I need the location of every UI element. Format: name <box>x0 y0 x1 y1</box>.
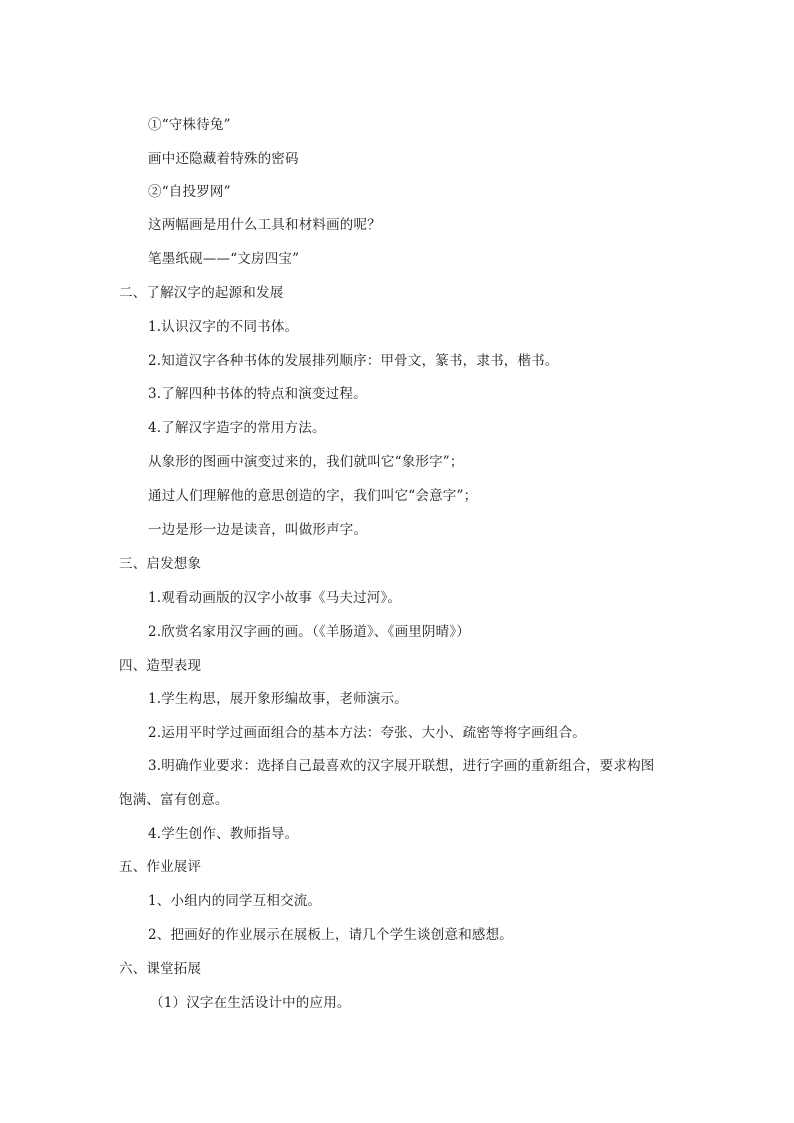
section-heading: 三、启发想象 <box>119 556 202 572</box>
section-heading: 六、课堂拓展 <box>119 961 202 977</box>
text-line: 2.运用平时学过画面组合的基本方法：夸张、大小、疏密等将字画组合。 <box>148 725 586 741</box>
section-heading: 四、造型表现 <box>119 658 202 674</box>
text-line: 3.明确作业要求：选择自己最喜欢的汉字展开联想，进行字画的重新组合，要求构图 <box>148 758 655 774</box>
section-heading: 二、了解汉字的起源和发展 <box>119 285 284 301</box>
text-line: 从象形的图画中演变过来的，我们就叫它“象形字”； <box>148 454 464 470</box>
text-line: 这两幅画是用什么工具和材料画的呢？ <box>148 217 381 233</box>
text-line: 2、把画好的作业展示在展板上，请几个学生谈创意和感想。 <box>148 927 513 943</box>
text-line: （1）汉字在生活设计中的应用。 <box>150 995 351 1011</box>
text-line: 画中还隐藏着特殊的密码 <box>148 151 299 167</box>
section-heading: 五、作业展评 <box>119 859 202 875</box>
text-line: 1、小组内的同学互相交流。 <box>148 893 322 909</box>
text-line: 1.观看动画版的汉字小故事《马夫过河》。 <box>148 590 402 606</box>
text-line: ②“自投罗网” <box>148 184 231 200</box>
text-line: 4.学生创作、教师指导。 <box>148 826 299 842</box>
text-line: 3.了解四种书体的特点和演变过程。 <box>148 386 367 402</box>
text-line: 4.了解汉字造字的常用方法。 <box>148 420 326 436</box>
text-line: 2.欣赏名家用汉字画的画。（《羊肠道》、《画里阴晴》） <box>148 624 471 640</box>
text-line: 2.知道汉字各种书体的发展排列顺序：甲骨文，篆书，隶书，楷书。 <box>148 353 559 369</box>
text-line: 1.学生构思，展开象形编故事，老师演示。 <box>148 691 408 707</box>
text-line: ①“守株待兔” <box>148 117 231 133</box>
text-line: 笔墨纸砚——“文房四宝” <box>148 251 300 267</box>
text-line: 一边是形一边是读音，叫做形声字。 <box>148 522 368 538</box>
text-line: 饱满、富有创意。 <box>119 792 229 808</box>
text-line: 通过人们理解他的意思创造的字，我们叫它“会意字”； <box>148 488 478 504</box>
text-line: 1.认识汉字的不同书体。 <box>148 319 299 335</box>
